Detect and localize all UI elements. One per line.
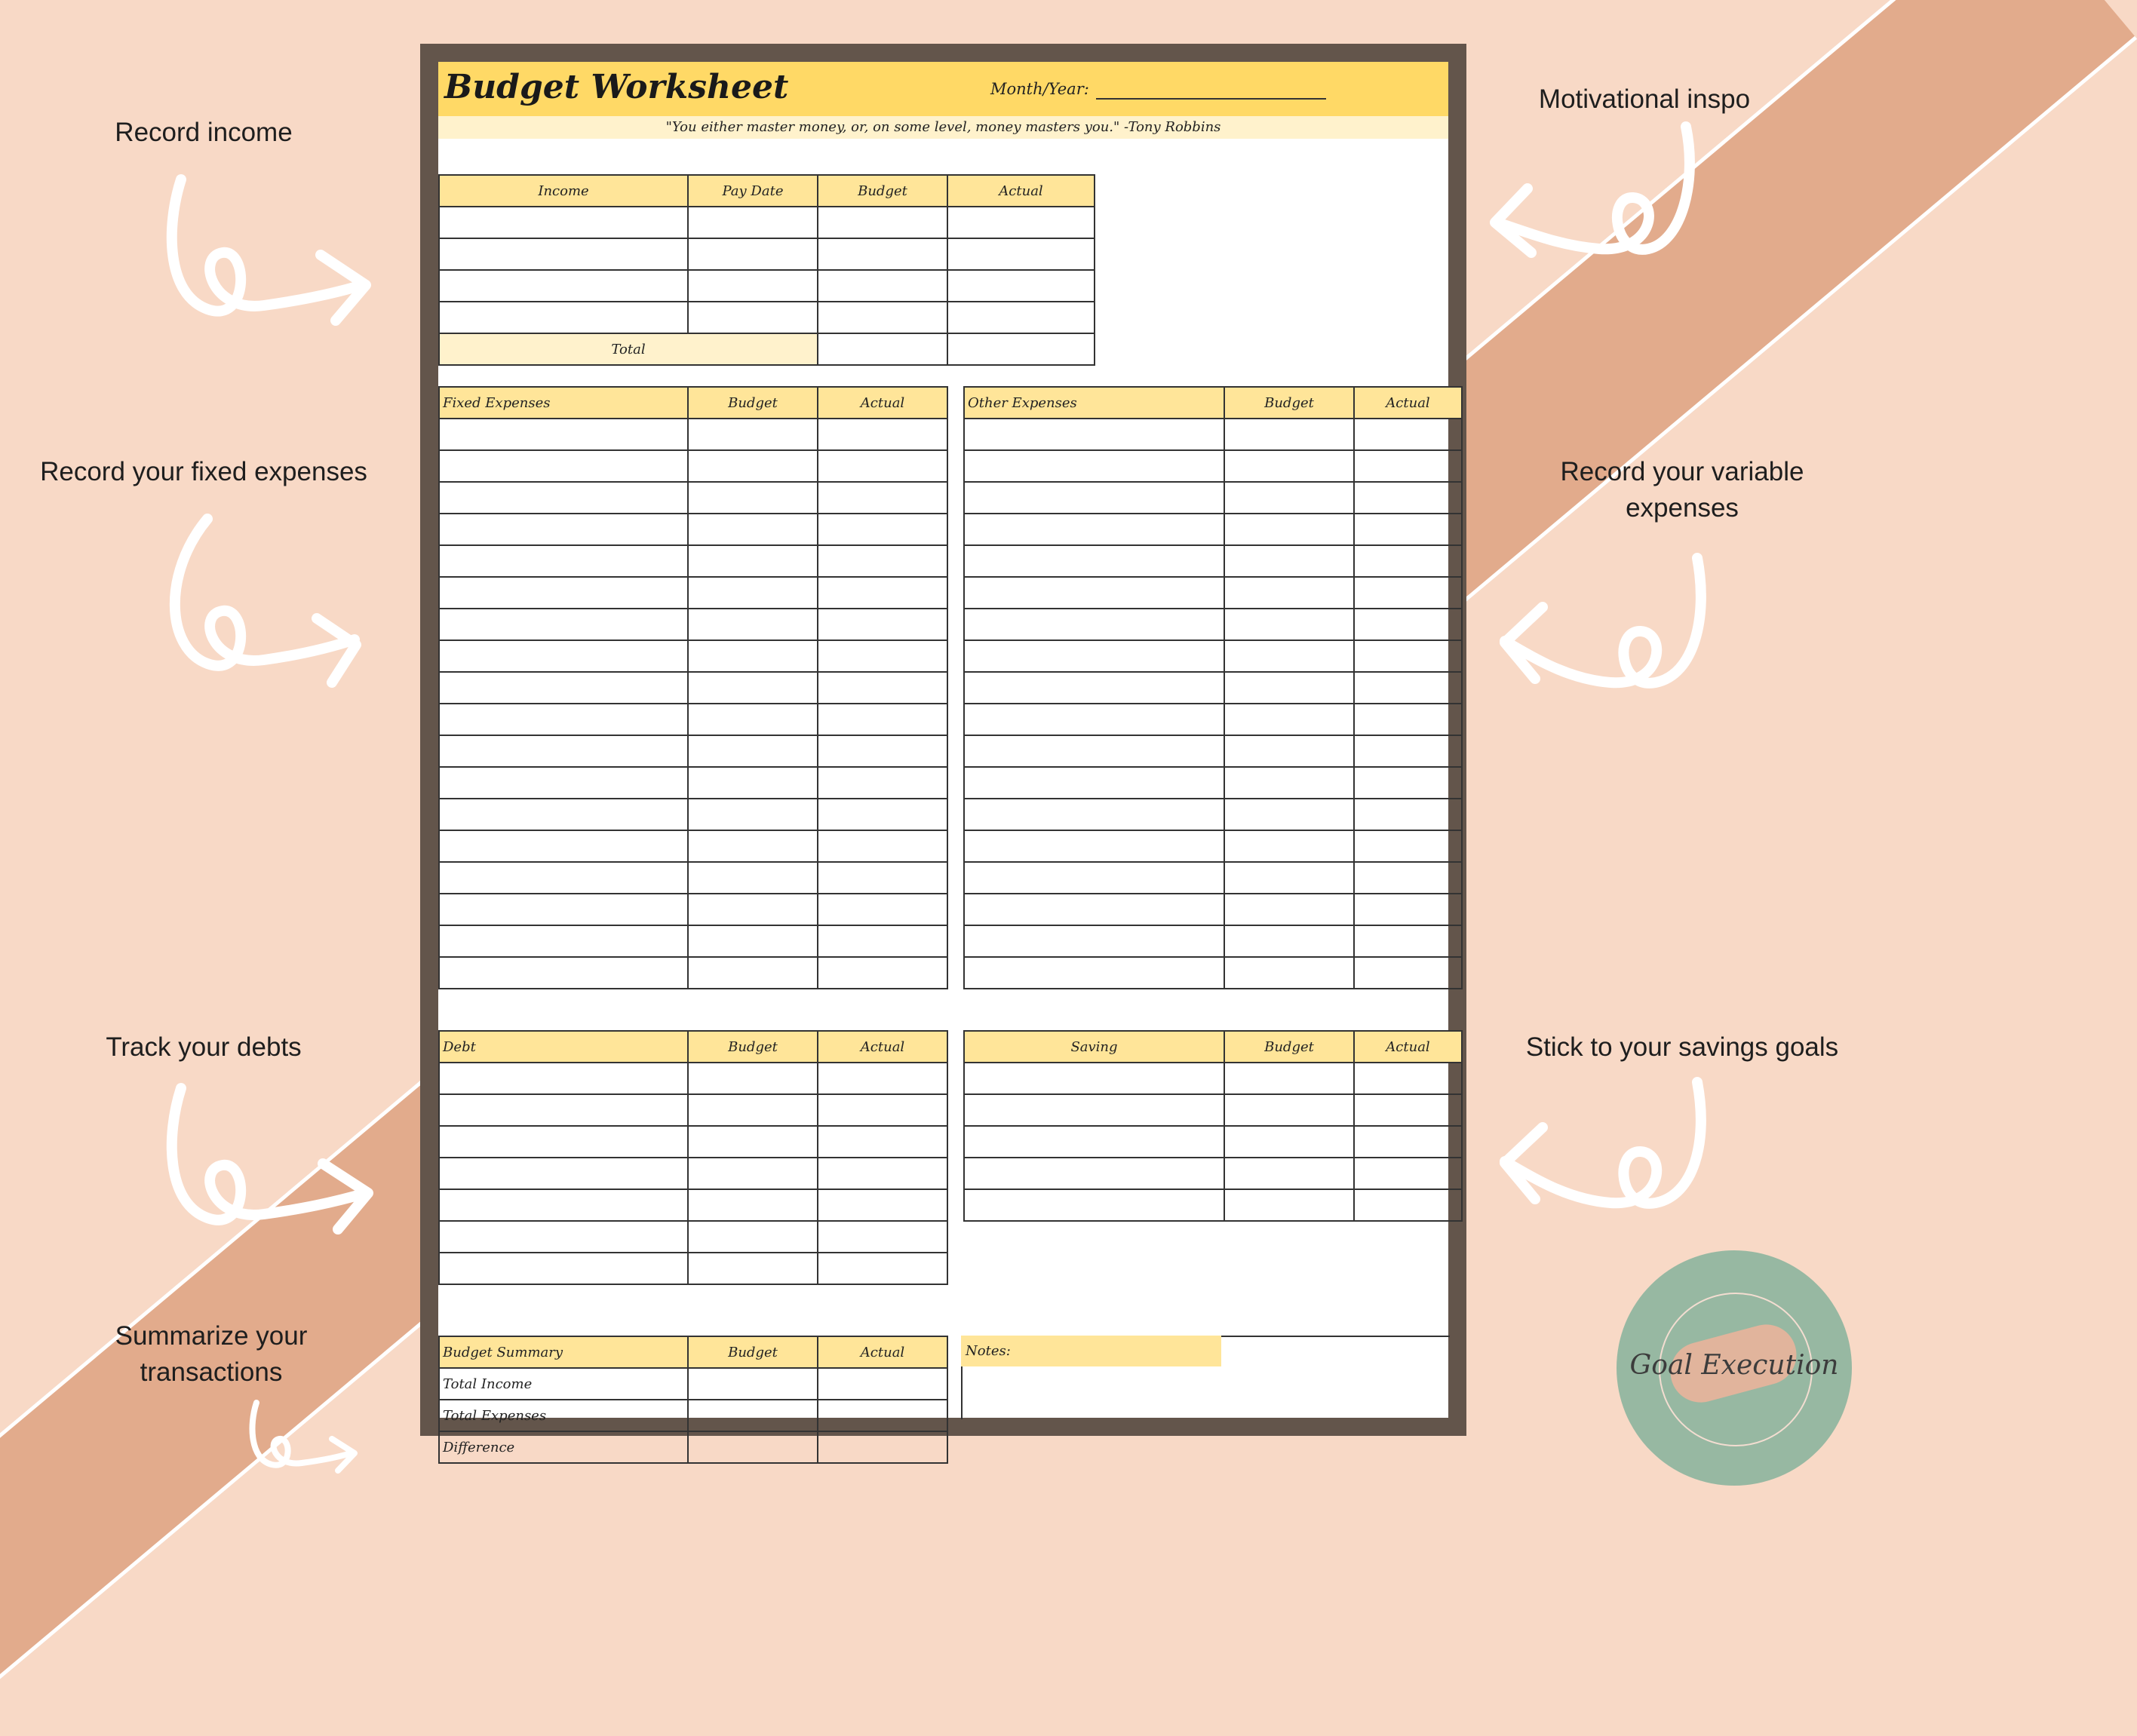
table-row bbox=[439, 1400, 947, 1431]
table-row bbox=[439, 1368, 947, 1400]
table-row bbox=[439, 704, 947, 735]
table-row bbox=[964, 577, 1462, 609]
table-row bbox=[439, 1158, 947, 1189]
table-row bbox=[964, 672, 1462, 704]
table-cell[interactable] bbox=[818, 1221, 947, 1253]
table-row bbox=[439, 862, 947, 894]
table-cell[interactable] bbox=[439, 704, 688, 735]
callout-motivational: Motivational inspo bbox=[1538, 84, 1751, 114]
table-cell[interactable] bbox=[1224, 545, 1354, 577]
table-cell[interactable] bbox=[688, 1158, 818, 1189]
debt-table bbox=[438, 1030, 948, 1285]
table-row bbox=[439, 238, 1095, 270]
table-row bbox=[439, 1431, 947, 1463]
table-cell[interactable] bbox=[688, 514, 818, 545]
table-cell[interactable] bbox=[439, 767, 688, 799]
table-row bbox=[439, 925, 947, 957]
table-cell[interactable] bbox=[1354, 1158, 1462, 1189]
table-cell[interactable] bbox=[439, 830, 688, 862]
table-cell[interactable] bbox=[818, 482, 947, 514]
table-cell[interactable] bbox=[964, 640, 1224, 672]
table-cell[interactable] bbox=[1354, 1189, 1462, 1221]
table-cell[interactable] bbox=[964, 704, 1224, 735]
table-row bbox=[964, 514, 1462, 545]
table-cell[interactable] bbox=[688, 640, 818, 672]
table-row bbox=[439, 799, 947, 830]
table-cell[interactable] bbox=[1354, 482, 1462, 514]
table-cell[interactable] bbox=[1224, 609, 1354, 640]
table-row bbox=[964, 894, 1462, 925]
table-cell[interactable] bbox=[964, 577, 1224, 609]
actual-header: Actual bbox=[947, 175, 1095, 207]
table-cell[interactable] bbox=[439, 640, 688, 672]
fixed-expenses-table bbox=[438, 386, 948, 989]
table-cell[interactable] bbox=[688, 704, 818, 735]
table-cell[interactable] bbox=[964, 450, 1224, 482]
table-cell[interactable] bbox=[439, 1094, 688, 1126]
table-cell[interactable] bbox=[688, 830, 818, 862]
table-cell[interactable] bbox=[1224, 482, 1354, 514]
table-cell[interactable] bbox=[818, 1063, 947, 1094]
table-cell[interactable] bbox=[439, 1158, 688, 1189]
table-cell[interactable] bbox=[688, 925, 818, 957]
budget-header: Budget bbox=[818, 175, 947, 207]
table-cell[interactable] bbox=[818, 1126, 947, 1158]
table-row bbox=[964, 799, 1462, 830]
table-cell[interactable] bbox=[439, 1126, 688, 1158]
table-cell[interactable] bbox=[439, 609, 688, 640]
table-cell[interactable] bbox=[964, 925, 1224, 957]
actual-header: Actual bbox=[1354, 387, 1462, 419]
table-cell[interactable] bbox=[1224, 862, 1354, 894]
table-cell[interactable] bbox=[818, 862, 947, 894]
table-cell[interactable] bbox=[688, 1126, 818, 1158]
table-cell[interactable] bbox=[1354, 767, 1462, 799]
table-cell[interactable] bbox=[964, 514, 1224, 545]
table-row bbox=[439, 514, 947, 545]
table-row bbox=[964, 957, 1462, 989]
table-cell[interactable] bbox=[688, 672, 818, 704]
actual-header: Actual bbox=[1354, 1031, 1462, 1063]
table-cell[interactable] bbox=[964, 482, 1224, 514]
table-cell[interactable] bbox=[1354, 830, 1462, 862]
curly-arrow-icon bbox=[241, 1395, 362, 1478]
table-cell[interactable] bbox=[688, 1094, 818, 1126]
table-cell[interactable] bbox=[1354, 1063, 1462, 1094]
saving-table bbox=[963, 1030, 1463, 1222]
table-cell[interactable] bbox=[818, 609, 947, 640]
table-cell[interactable] bbox=[1354, 735, 1462, 767]
table-cell[interactable] bbox=[688, 1221, 818, 1253]
notes-label: Notes: bbox=[961, 1336, 1221, 1366]
table-cell[interactable] bbox=[1224, 830, 1354, 862]
budget-summary-table bbox=[438, 1336, 948, 1464]
table-cell[interactable] bbox=[1354, 640, 1462, 672]
table-row bbox=[439, 270, 1095, 302]
other-expenses-table bbox=[963, 386, 1463, 989]
table-cell[interactable] bbox=[964, 799, 1224, 830]
table-cell[interactable] bbox=[439, 1221, 688, 1253]
table-cell[interactable] bbox=[439, 1189, 688, 1221]
table-cell[interactable] bbox=[688, 957, 818, 989]
table-cell[interactable] bbox=[688, 799, 818, 830]
curly-arrow-icon bbox=[1478, 113, 1705, 264]
table-cell[interactable] bbox=[1224, 640, 1354, 672]
table-cell[interactable] bbox=[818, 1189, 947, 1221]
table-cell[interactable] bbox=[1224, 957, 1354, 989]
table-cell[interactable] bbox=[964, 862, 1224, 894]
table-row bbox=[964, 419, 1462, 450]
table-cell[interactable] bbox=[818, 1253, 947, 1284]
table-cell[interactable] bbox=[439, 482, 688, 514]
table-cell[interactable] bbox=[1354, 894, 1462, 925]
table-cell[interactable] bbox=[964, 545, 1224, 577]
table-row bbox=[964, 450, 1462, 482]
callout-record-income: Record income bbox=[115, 118, 293, 147]
table-cell[interactable] bbox=[1354, 1126, 1462, 1158]
table-cell[interactable] bbox=[818, 672, 947, 704]
budget-header: Budget bbox=[1224, 387, 1354, 419]
table-cell[interactable] bbox=[688, 419, 818, 450]
table-cell[interactable] bbox=[818, 1158, 947, 1189]
table-row bbox=[439, 735, 947, 767]
table-cell[interactable] bbox=[964, 419, 1224, 450]
table-row bbox=[439, 302, 1095, 333]
table-row bbox=[964, 1189, 1462, 1221]
table-row bbox=[964, 925, 1462, 957]
table-cell[interactable] bbox=[688, 1189, 818, 1221]
table-cell[interactable] bbox=[688, 862, 818, 894]
curly-arrow-icon bbox=[151, 166, 377, 332]
table-row bbox=[964, 862, 1462, 894]
month-year-label: Month/Year: bbox=[990, 80, 1089, 98]
table-row bbox=[439, 450, 947, 482]
worksheet-title: Budget Worksheet bbox=[444, 68, 789, 106]
table-cell[interactable] bbox=[964, 894, 1224, 925]
table-cell[interactable] bbox=[1224, 1126, 1354, 1158]
table-cell[interactable] bbox=[688, 894, 818, 925]
callout-variable-expenses: Record your variable expenses bbox=[1560, 457, 1804, 523]
table-cell[interactable] bbox=[1224, 735, 1354, 767]
table-row bbox=[439, 1126, 947, 1158]
table-row bbox=[964, 640, 1462, 672]
table-cell[interactable] bbox=[818, 577, 947, 609]
table-row bbox=[439, 577, 947, 609]
other-expenses-header: Other Expenses bbox=[964, 387, 1224, 419]
table-cell[interactable] bbox=[818, 704, 947, 735]
difference-label: Difference bbox=[439, 1431, 688, 1463]
table-cell[interactable] bbox=[439, 577, 688, 609]
table-cell[interactable] bbox=[818, 799, 947, 830]
table-row bbox=[964, 545, 1462, 577]
table-cell[interactable] bbox=[439, 450, 688, 482]
table-row bbox=[439, 767, 947, 799]
fixed-expenses-header: Fixed Expenses bbox=[439, 387, 688, 419]
table-row bbox=[439, 1189, 947, 1221]
table-row bbox=[439, 894, 947, 925]
table-cell[interactable] bbox=[1354, 419, 1462, 450]
table-cell[interactable] bbox=[1354, 1094, 1462, 1126]
table-cell[interactable] bbox=[439, 514, 688, 545]
table-row bbox=[964, 609, 1462, 640]
table-cell[interactable] bbox=[439, 862, 688, 894]
table-cell[interactable] bbox=[818, 450, 947, 482]
total-income-label: Total Income bbox=[439, 1368, 688, 1400]
table-cell[interactable] bbox=[1224, 925, 1354, 957]
table-cell[interactable] bbox=[818, 894, 947, 925]
goal-execution-logo bbox=[1617, 1250, 1852, 1486]
budget-header: Budget bbox=[688, 1031, 818, 1063]
table-row bbox=[439, 672, 947, 704]
pay-date-header: Pay Date bbox=[688, 175, 818, 207]
table-cell[interactable] bbox=[818, 830, 947, 862]
table-cell[interactable] bbox=[688, 1063, 818, 1094]
table-cell[interactable] bbox=[439, 672, 688, 704]
income-header: Income bbox=[439, 175, 688, 207]
table-cell[interactable] bbox=[688, 450, 818, 482]
table-row bbox=[964, 735, 1462, 767]
table-cell[interactable] bbox=[439, 545, 688, 577]
table-cell[interactable] bbox=[818, 545, 947, 577]
table-cell[interactable] bbox=[1224, 514, 1354, 545]
logo-text: Goal Execution bbox=[1629, 1350, 1839, 1381]
table-row bbox=[439, 545, 947, 577]
table-cell[interactable] bbox=[964, 609, 1224, 640]
table-row bbox=[439, 482, 947, 514]
table-cell[interactable] bbox=[1354, 545, 1462, 577]
table-cell[interactable] bbox=[964, 767, 1224, 799]
table-cell[interactable] bbox=[1354, 957, 1462, 989]
table-row bbox=[964, 1063, 1462, 1094]
table-cell[interactable] bbox=[688, 767, 818, 799]
table-cell[interactable] bbox=[1354, 799, 1462, 830]
table-cell[interactable] bbox=[964, 735, 1224, 767]
table-cell[interactable] bbox=[1354, 925, 1462, 957]
table-cell[interactable] bbox=[688, 545, 818, 577]
curly-arrow-icon bbox=[1490, 551, 1716, 701]
table-cell[interactable] bbox=[688, 482, 818, 514]
table-cell[interactable] bbox=[964, 1063, 1224, 1094]
callout-summarize: Summarize your transactions bbox=[115, 1321, 308, 1387]
table-cell[interactable] bbox=[1354, 704, 1462, 735]
table-row bbox=[964, 1158, 1462, 1189]
table-row bbox=[964, 767, 1462, 799]
budget-summary-header: Budget Summary bbox=[439, 1336, 688, 1368]
table-cell[interactable] bbox=[1224, 767, 1354, 799]
other-expenses-rows bbox=[964, 419, 1462, 989]
actual-header: Actual bbox=[818, 387, 947, 419]
table-cell[interactable] bbox=[964, 1094, 1224, 1126]
table-cell[interactable] bbox=[818, 925, 947, 957]
table-cell[interactable] bbox=[1354, 514, 1462, 545]
table-cell[interactable] bbox=[439, 957, 688, 989]
table-cell[interactable] bbox=[439, 1253, 688, 1284]
table-cell[interactable] bbox=[439, 925, 688, 957]
saving-header: Saving bbox=[964, 1031, 1224, 1063]
table-cell[interactable] bbox=[818, 735, 947, 767]
table-cell[interactable] bbox=[964, 830, 1224, 862]
table-cell[interactable] bbox=[688, 735, 818, 767]
table-cell[interactable] bbox=[964, 672, 1224, 704]
callout-savings-goals: Stick to your savings goals bbox=[1525, 1032, 1839, 1062]
budget-header: Budget bbox=[688, 387, 818, 419]
table-cell[interactable] bbox=[818, 957, 947, 989]
table-cell[interactable] bbox=[439, 1063, 688, 1094]
curly-arrow-icon bbox=[1490, 1075, 1716, 1218]
table-cell[interactable] bbox=[1224, 1063, 1354, 1094]
table-cell[interactable] bbox=[1224, 799, 1354, 830]
callout-track-debts: Track your debts bbox=[106, 1032, 302, 1062]
table-cell[interactable] bbox=[688, 577, 818, 609]
income-total-label: Total bbox=[439, 333, 818, 365]
table-cell[interactable] bbox=[1224, 577, 1354, 609]
worksheet-header bbox=[438, 62, 1448, 116]
table-row bbox=[964, 482, 1462, 514]
table-row bbox=[439, 1253, 947, 1284]
table-cell[interactable] bbox=[1224, 450, 1354, 482]
table-cell[interactable] bbox=[1224, 1094, 1354, 1126]
table-cell[interactable] bbox=[1354, 450, 1462, 482]
table-cell[interactable] bbox=[964, 1158, 1224, 1189]
income-total-actual[interactable] bbox=[947, 333, 1095, 365]
table-cell[interactable] bbox=[1354, 609, 1462, 640]
table-cell[interactable] bbox=[1354, 577, 1462, 609]
table-row bbox=[439, 957, 947, 989]
curly-arrow-icon bbox=[151, 1075, 377, 1248]
table-cell[interactable] bbox=[1224, 419, 1354, 450]
budget-header: Budget bbox=[1224, 1031, 1354, 1063]
table-row bbox=[439, 207, 1095, 238]
debt-header: Debt bbox=[439, 1031, 688, 1063]
income-total-budget[interactable] bbox=[818, 333, 947, 365]
budget-header: Budget bbox=[688, 1336, 818, 1368]
total-expenses-label: Total Expenses bbox=[439, 1400, 688, 1431]
table-cell[interactable] bbox=[818, 1094, 947, 1126]
table-cell[interactable] bbox=[818, 767, 947, 799]
table-cell[interactable] bbox=[818, 419, 947, 450]
table-cell[interactable] bbox=[688, 609, 818, 640]
table-row bbox=[439, 1221, 947, 1253]
curly-arrow-icon bbox=[151, 505, 377, 701]
table-cell[interactable] bbox=[964, 1126, 1224, 1158]
table-cell[interactable] bbox=[439, 419, 688, 450]
table-row bbox=[439, 609, 947, 640]
actual-header: Actual bbox=[818, 1336, 947, 1368]
callout-fixed-expenses: Record your fixed expenses bbox=[40, 457, 367, 486]
table-cell[interactable] bbox=[1354, 862, 1462, 894]
worksheet-page bbox=[438, 62, 1448, 1455]
fixed-expenses-rows bbox=[439, 419, 947, 989]
table-cell[interactable] bbox=[1224, 672, 1354, 704]
table-cell[interactable] bbox=[1224, 1158, 1354, 1189]
table-cell[interactable] bbox=[818, 640, 947, 672]
table-cell[interactable] bbox=[964, 957, 1224, 989]
table-cell[interactable] bbox=[964, 1189, 1224, 1221]
actual-header: Actual bbox=[818, 1031, 947, 1063]
table-cell[interactable] bbox=[439, 735, 688, 767]
table-cell[interactable] bbox=[1354, 672, 1462, 704]
table-row bbox=[964, 1126, 1462, 1158]
table-cell[interactable] bbox=[818, 514, 947, 545]
table-row bbox=[439, 1094, 947, 1126]
table-cell[interactable] bbox=[439, 894, 688, 925]
table-cell[interactable] bbox=[439, 799, 688, 830]
saving-rows bbox=[964, 1063, 1462, 1221]
month-year-field[interactable] bbox=[1096, 98, 1326, 100]
worksheet-frame bbox=[420, 44, 1466, 1455]
table-cell[interactable] bbox=[688, 1253, 818, 1284]
motivational-quote: "You either master money, or, on some level, money masters you." -Tony Robbins bbox=[438, 116, 1448, 139]
table-cell[interactable] bbox=[1224, 704, 1354, 735]
table-row bbox=[439, 1063, 947, 1094]
table-row bbox=[439, 640, 947, 672]
table-row bbox=[964, 704, 1462, 735]
income-table bbox=[438, 174, 1095, 366]
table-row bbox=[964, 830, 1462, 862]
table-row bbox=[439, 830, 947, 862]
debt-rows bbox=[439, 1063, 947, 1284]
table-row bbox=[439, 419, 947, 450]
table-row bbox=[964, 1094, 1462, 1126]
table-cell[interactable] bbox=[1224, 894, 1354, 925]
table-cell[interactable] bbox=[1224, 1189, 1354, 1221]
